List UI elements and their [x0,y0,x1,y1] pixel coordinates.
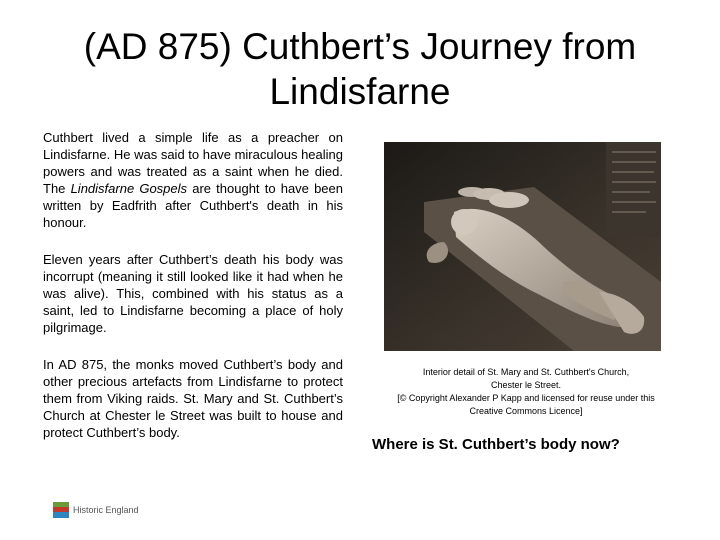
historic-england-logo-icon [53,502,69,518]
lindisfarne-gospels-emphasis: Lindisfarne Gospels [70,181,188,196]
paragraph-3: In AD 875, the monks moved Cuthbert’s body and other precious artefacts from Lindisfarne to protect them from Viking raids. St. Mary and St. Cuthbert’s Church at Chester le Street was built to house and protect Cuthbert’s body. [43,357,343,440]
caption-line-3: [© Copyright Alexander P Kapp and licensed for reuse under this [397,393,655,403]
caption-line-4: Creative Commons Licence] [469,406,583,416]
caption-line-2: Chester le Street. [490,380,562,390]
paragraph-2: Eleven years after Cuthbert’s death his body was incorrupt (meaning it still looked like it had when he was alive). This, combined with his status as a saint, led to Lindisfarne becoming a place of holy pilgrimage. [43,252,343,335]
paragraph-1-start: Cuthbert lived a simple life as a preacher on Lindisfarne. He was said to have miraculous healing powers and was treated as a saint when he died. The [43,130,343,196]
slide-title: (AD 875) Cuthbert’s Journey from Lindisfarne [83,26,637,112]
historic-england-logo [53,500,139,520]
paragraph-1-end: are thought to have been written by Eadfrith after Cuthbert's death in his honour. [43,181,343,230]
question-prompt: Where is St. Cuthbert’s body now? [372,436,620,453]
caption-line-1: Interior detail of St. Mary and St. Cuthbert's Church, [422,367,630,377]
photo-caption [376,366,676,418]
body-text [43,129,343,461]
effigy-photo [384,142,661,351]
paragraph-1 [43,129,343,231]
logo-text: Historic England [73,505,139,515]
